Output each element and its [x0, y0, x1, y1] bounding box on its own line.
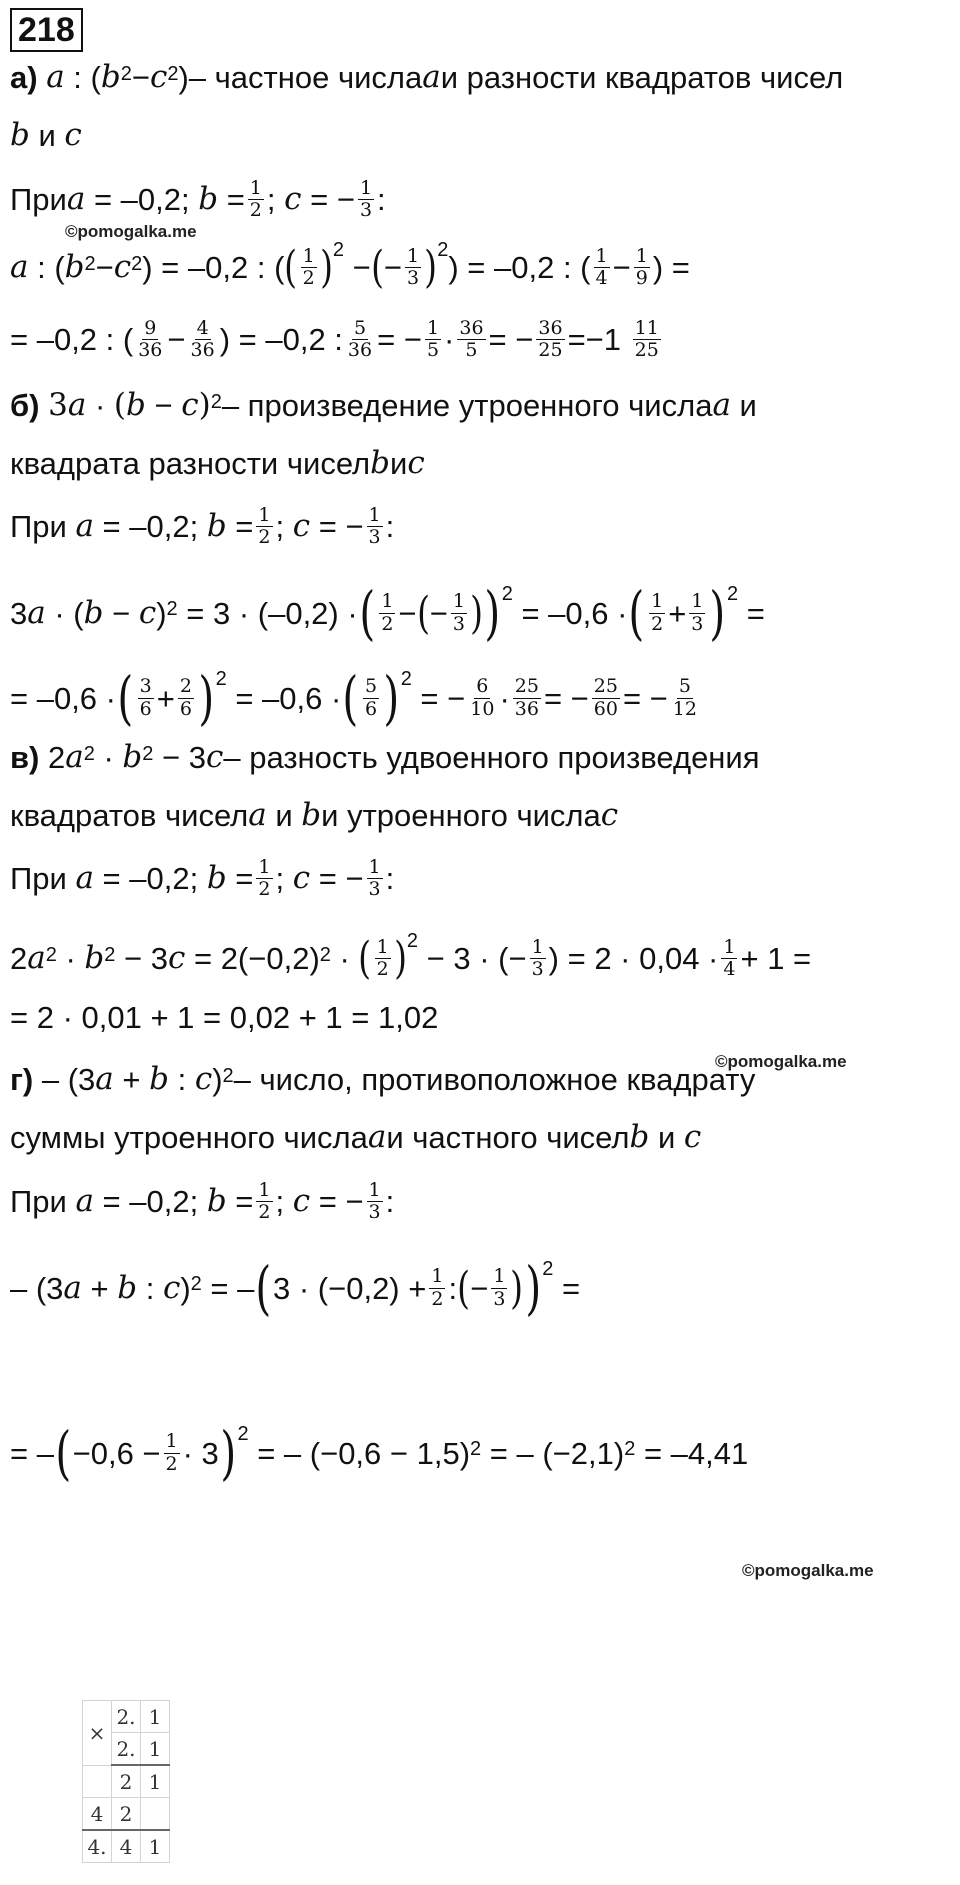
column-multiplication: × 2. 1 2. 1 2 1 4 2 4. 4 1: [82, 1700, 170, 1863]
watermark: ©pomogalka.me: [742, 1561, 874, 1580]
part-b-calc-2: = –0,6 · ( 3 6 + 2 6 ) 2 = –0,6 · ( 5 6 ) 2 = − 6 10 · 25 36 = − 25 60 = − 5 12: [10, 664, 697, 732]
part-a-label: а): [10, 60, 38, 95]
problem-number: 218: [10, 8, 83, 52]
part-b-calc-1: 3 a · ( b − c ) $^2$ = 3 · (–0,2) · ( 1 2 − ( − 1 3 ) ) 2 = –0,6 · ( 1 2 + 1 3 ) 2 =: [10, 579, 765, 647]
part-g-calc-1: – (3 a + b : c ) $^2$ = – ( 3 · (−0,2) + 1 2 : ( − 1 3 ) ) 2 =: [10, 1254, 581, 1322]
part-g-calc-2: = – ( −0,6 − 1 2 · 3 ) 2 = – (−0,6 − 1,5) $^2$ = – (−2,1) $^2$ = –4,41: [10, 1419, 749, 1487]
watermark: ©pomogalka.me: [65, 222, 197, 241]
part-a-calc-2: = –0,2 : ( 9 36 − 4 36 ) = –0,2 : 5 36 = − 1 5 · 36 5 = − 36 25 = −1 11 25: [10, 317, 659, 362]
part-a-result: −1: [585, 322, 622, 358]
part-b-heading: б) 3 a · ( b − c ) $^2$ – произведение утроенного числа a и: [10, 387, 757, 423]
part-a-heading: а) a : ( b $^2$ − c $^2$ ) – частное числа a и разности квадратов чисел: [10, 59, 844, 95]
part-a-given: При a = –0,2; b = 1 2 ; c = − 1 3 :: [10, 177, 386, 222]
times-sign: ×: [83, 1701, 112, 1766]
part-g-heading: г) – (3 a + b : c ) $^2$ – число, противоположное квадрату: [10, 1061, 756, 1097]
part-v-calc-2: = 2 · 0,01 + 1 = 0,02 + 1 = 1,02: [10, 1000, 439, 1035]
part-g-result: = –4,41: [643, 1435, 749, 1471]
part-v-calc-1: 2 a $^2$ · b $^2$ − 3 c = 2(−0,2) $^2$ · ( 1 2 ) 2 − 3 · (− 1 3 ) = 2 · 0,04 · 1 4 + 1 =: [10, 930, 812, 985]
part-v-heading: в) 2 a $^2$ · b $^2$ − 3 c – разность удвоенного произведения: [10, 739, 760, 775]
part-a-desc: – частное числа: [188, 60, 423, 95]
watermark: ©pomogalka.me: [715, 1052, 847, 1071]
part-a-calc-1: a : ( b $^2$ − c $^2$ ) = –0,2 : ( ( 1 2 ) 2 − ( − 1 3 ) 2 ) = –0,2 : ( 1 4 − 1 9 ) =: [10, 239, 690, 294]
